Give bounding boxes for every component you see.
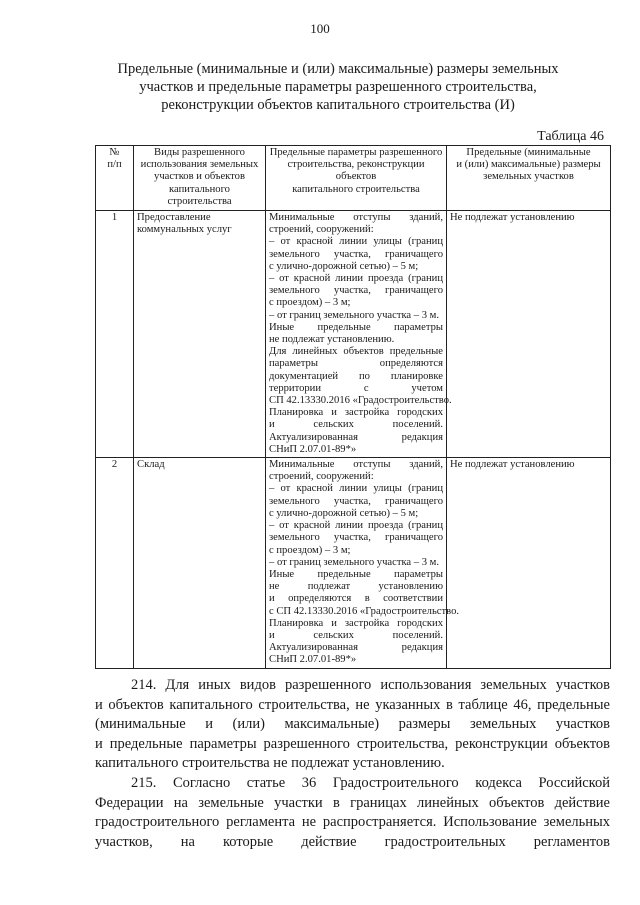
cell-line: коммунальных услуг [137,224,232,236]
param-line: Иные предельные параметры [269,568,443,580]
parameters-cell [266,211,452,458]
header-use-type [134,146,266,211]
header-line: участков и объектов [154,171,245,183]
plot-sizes-cell: Не подлежат установлению [447,211,611,458]
header-number [96,146,134,211]
param-line: Минимальные отступы зданий, [269,212,443,224]
param-line: с улично-дорожной сетью) – 5 м; [269,507,419,519]
param-line: – от красной линии улицы (границ [269,236,443,248]
param-line: с проездом) – 3 м; [269,297,351,309]
header-parameters [266,146,447,211]
header-line: Виды разрешенного [154,147,245,158]
header-line: Предельные (минимальные [466,147,591,158]
header-plot-sizes [447,146,611,211]
table-row [96,211,611,458]
header-line: земельных участков [483,171,574,183]
cell-line: Предоставление [137,212,211,224]
param-line: земельного участка, граничащего [269,285,443,297]
plot-sizes-cell: Не подлежат установлению [447,458,611,668]
param-line: Иные предельные параметры [269,321,443,333]
heading-line: Предельные (минимальные и (или) максимальные) размеры земельных [117,61,559,77]
paragraph-line: 215. Согласно статье 36 Градостроительного кодекса Российской [131,775,610,791]
param-line: строений, сооружений: [269,471,374,483]
paragraph-line: и предельные параметры разрешенного строительства, реконструкции объектов [95,735,610,752]
param-line: и определяются в соответствии [269,593,443,605]
param-line: Планировка и застройка городских [269,407,443,419]
param-line: Для линейных объектов предельные [269,346,443,358]
header-line: п/п [107,159,122,171]
paragraph-line: и объектов капитального строительства, не указанных в таблице 46, предельные [95,696,610,713]
param-line: Планировка и застройка городских [269,617,443,629]
param-line: с проездом) – 3 м; [269,544,351,556]
param-line: документацией по планировке [269,370,443,382]
param-line: и сельских поселений. [269,629,443,641]
header-line: Предельные параметры разрешенного [269,147,443,158]
table-label: Таблица 46 [537,129,604,144]
paragraph-215 [95,774,610,852]
param-line: – от границ земельного участка – 3 м. [269,556,440,568]
paragraph-line: участков, на которые действие градостроительных регламентов [95,833,610,850]
use-type-cell [134,211,266,458]
param-line: Актуализированная редакция [269,642,443,654]
page-number: 100 [310,21,330,36]
cell-line: Склад [137,459,165,471]
param-line: территории с учетом [269,382,443,394]
norms-table [95,145,611,669]
param-line: СП 42.13330.2016 «Градостроительство. [269,395,452,407]
header-line: № [109,147,120,158]
row-number: 2 [96,458,134,668]
table-row [96,458,611,668]
param-line: земельного участка, граничащего [269,532,443,544]
parameters-cell [266,458,460,668]
param-line: строений, сооружений: [269,224,374,236]
row-number: 1 [96,211,134,458]
param-line: земельного участка, граничащего [269,248,443,260]
param-line: СНиП 2.07.01-89*» [269,654,357,666]
paragraph-line: Федерации на земельные участки в границах линейных объектов действие [95,794,610,811]
heading-line: реконструкции объектов капитального строительства (И) [161,97,515,113]
param-line: с улично-дорожной сетью) – 5 м; [269,260,419,272]
param-line: Минимальные отступы зданий, [269,459,443,471]
param-line: – от границ земельного участка – 3 м. [269,309,440,321]
param-line: земельного участка, граничащего [269,495,443,507]
header-line: капитального строительства [167,183,232,207]
param-line: – от красной линии улицы (границ [269,483,443,495]
table-header-row [96,146,611,211]
param-line: не подлежат установлению. [269,334,395,346]
paragraph-line: 214. Для иных видов разрешенного использования земельных участков [131,677,610,693]
header-line: капитального строительства [292,183,420,195]
paragraph-line: капитального строительства не подлежат установлению. [95,755,445,772]
paragraph-line: (минимальные и (или) максимальные) размеры земельных участков [95,716,610,733]
param-line: Актуализированная редакция [269,431,443,443]
paragraph-line: градостроительного регламента не распространяется. Использование земельных [95,814,610,831]
header-line: строительства, реконструкции объектов [287,159,425,183]
param-line: СНиП 2.07.01-89*» [269,443,357,455]
param-line: параметры определяются [269,358,443,370]
section-heading [98,60,578,114]
param-line: и сельских поселений. [269,419,443,431]
param-line: – от красной линии проезда (границ [269,273,443,285]
param-line: не подлежат установлению [269,581,443,593]
header-line: и (или) максимальные) размеры [456,159,601,171]
param-line: с СП 42.13330.2016 «Градостроительство. [269,605,460,617]
use-type-cell [134,458,266,668]
header-line: использования земельных [140,159,259,171]
param-line: – от красной линии проезда (границ [269,520,443,532]
paragraph-214 [95,676,610,774]
heading-line: участков и предельные параметры разрешенного строительства, [139,79,537,95]
